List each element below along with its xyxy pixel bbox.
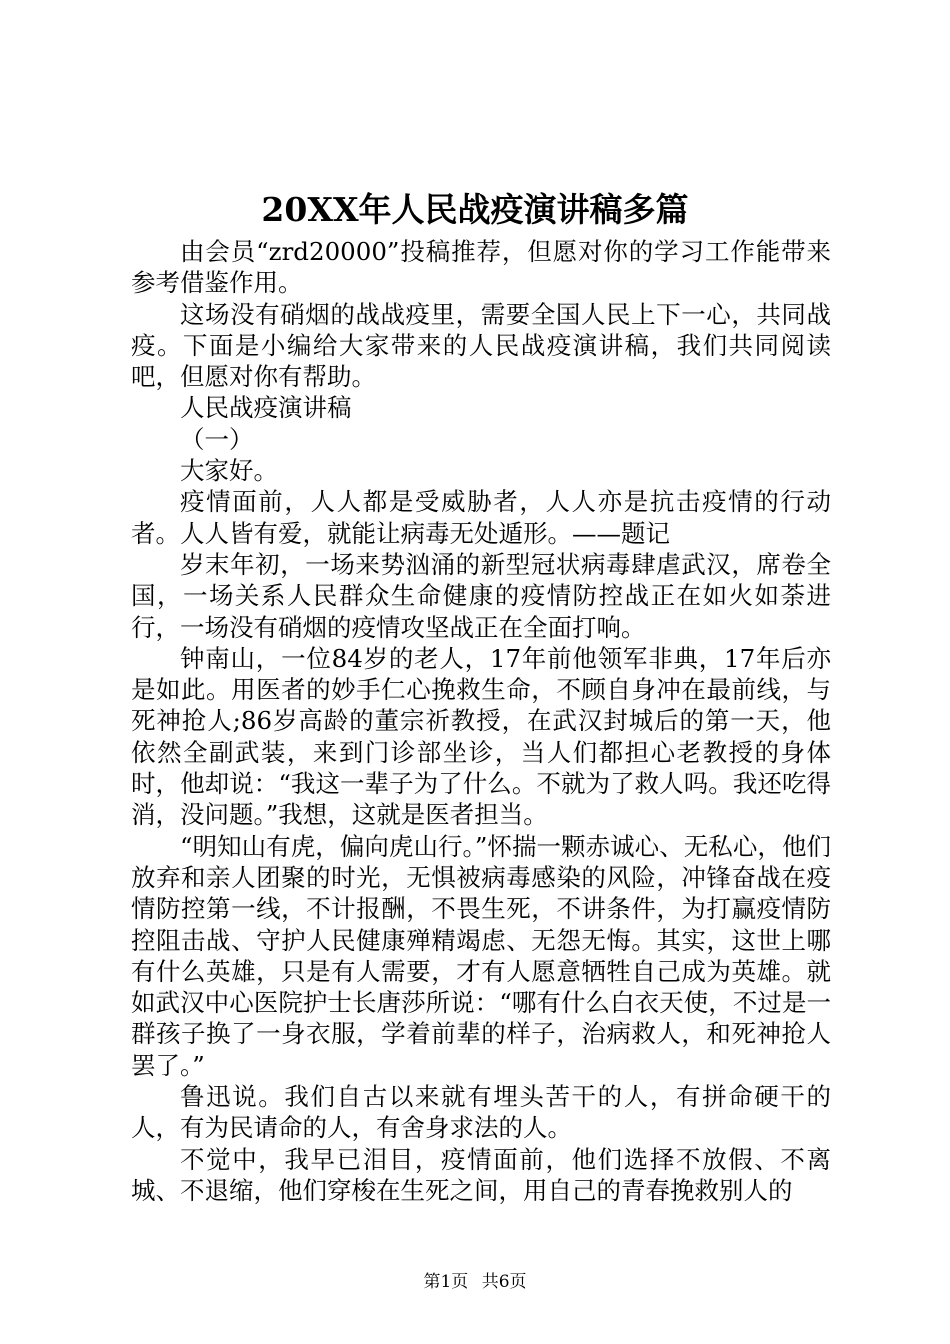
paragraph: 这场没有硝烟的战战疫里，需要全国人民上下一心，共同战疫。下面是小编给大家带来的人民战疫演讲稿，我们共同阅读吧，但愿对你有帮助。 [131,299,831,392]
paragraph: 岁末年初，一场来势汹涌的新型冠状病毒肆虐武汉，席卷全国，一场关系人民群众生命健康的疫情防控战正在如火如荼进行，一场没有硝烟的疫情攻坚战正在全面打响。 [131,549,831,642]
page-footer [0,1270,950,1294]
paragraph: “明知山有虎，偏向虎山行。”怀揣一颗赤诚心、无私心，他们放弃和亲人团聚的时光，无惧被病毒感染的风险，冲锋奋战在疫情防控第一线，不计报酬，不畏生死，不讲条件，为打赢疫情防控阻击战、守护人民健康殚精竭虑、无怨无悔。其实，这世上哪有什么英雄，只是有人需要，才有人愿意牺牲自己成为英雄。就如武汉中心医院护士长唐莎所说：“哪有什么白衣天使，不过是一群孩子换了一身衣服，学着前辈的样子，治病救人，和死神抢人罢了。” [131,831,831,1080]
paragraph: 由会员“zrd20000”投稿推荐，但愿对你的学习工作能带来参考借鉴作用。 [131,237,831,298]
greeting: 大家好。 [180,456,278,486]
page-number: 第1页 [423,1272,469,1292]
paragraph: 钟南山，一位84岁的老人，17年前他领军非典，17年后亦是如此。用医者的妙手仁心挽救生命，不顾自身冲在最前线，与死神抢人;86岁高龄的董宗祈教授，在武汉封城后的第一天，他依然全副武装，来到门诊部坐诊，当人们都担心老教授的身体时，他却说：“我这一辈子为了什么。不就为了救人吗。我还吃得消，没问题。”我想，这就是医者担当。 [131,643,831,830]
paragraph: 疫情面前，人人都是受威胁者，人人亦是抗击疫情的行动者。人人皆有爱，就能让病毒无处遁形。——题记 [131,487,831,548]
page-total: 共6页 [481,1272,527,1292]
document-body [131,236,831,1206]
paragraph: 不觉中，我早已泪目，疫情面前，他们选择不放假、不离城、不退缩，他们穿梭在生死之间，用自己的青春挽救别人的 [131,1144,831,1205]
document-title: 20XX年人民战疫演讲稿多篇 [261,190,689,229]
section-number: （一） [180,424,254,454]
paragraph: 鲁迅说。我们自古以来就有埋头苦干的人，有拼命硬干的人，有为民请命的人，有舍身求法的人。 [131,1082,831,1143]
section-heading: 人民战疫演讲稿 [180,393,352,423]
